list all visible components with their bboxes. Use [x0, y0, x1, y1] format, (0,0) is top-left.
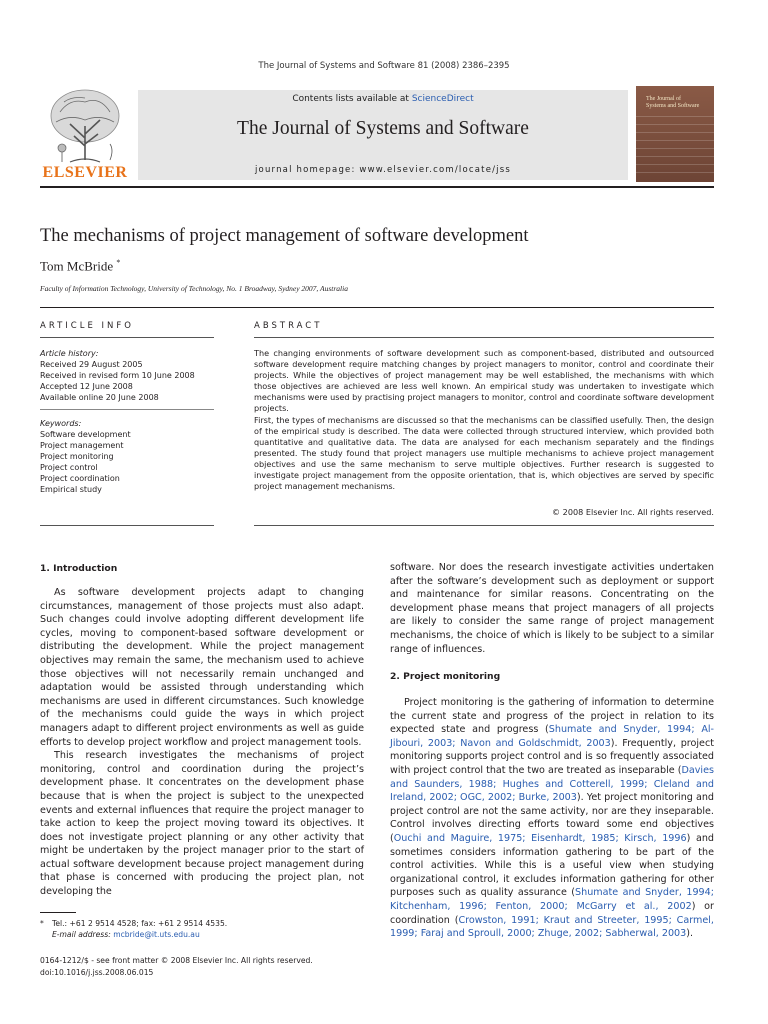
email-label: E-mail address: [52, 930, 114, 939]
article-info-heading: ARTICLE INFO [40, 321, 134, 331]
body-paragraph: software. Nor does the research investigate activities undertaken after the software’s development such as deployment or support and maintenance for similar reasons. Concentrating on the development phase means that project managers of all projects are likely to consider the same range of project management mechanisms, the choice of which is likely to be subject to a similar range of influences. [390, 562, 714, 655]
keywords-label: Keywords: [40, 419, 82, 428]
citation-link[interactable]: Davies and Saunders, 1988; Hughes and Cotterell, 1999; Cleland and Ireland, 2002; OGC, 2002; Burke, 2003 [390, 764, 714, 804]
cover-stripe [636, 132, 714, 133]
author-footnote-mark[interactable]: * [116, 258, 121, 267]
body-text: Project monitoring is the gathering of information to determine the current state and progress of the project in relation to its expected state and progress ( [390, 697, 714, 736]
keyword-item: Project management [40, 441, 124, 450]
abstract-heading: ABSTRACT [254, 321, 323, 331]
paper-title: The mechanisms of project management of software development [40, 226, 529, 246]
footnote-rule [40, 912, 76, 913]
footnote-contact [40, 918, 227, 929]
divider [40, 337, 214, 338]
divider [254, 337, 714, 338]
divider [40, 409, 214, 410]
history-item: Received in revised form 10 June 2008 [40, 371, 195, 380]
author-name: Tom McBride [40, 258, 114, 274]
introduction-continued [390, 561, 714, 656]
body-paragraph: As software development projects adapt to changing circumstances, management of those projects must also adapt. Such changes could involve adopting different development life cycles, moving to component-based software development or distributing the development. While the project management objectives may remain the same, the mechanism used to achieve those objectives will not necessarily remain unchanged and adaptation would be assisted through understanding which mechanisms are used in different circumstances. Such knowledge of the mechanisms could guide the ways in which project managers adapt to different project environments as well as guide efforts to develop project workflow and project management tools. [40, 587, 364, 748]
journal-header-banner [138, 90, 628, 180]
body-text: ) and sometimes considers information gathering to be part of the control activities. While this is a useful view when studying organizational control, it excludes information gathering for other purposes such as quality assurance ( [390, 832, 714, 899]
body-text: ) or coordination ( [390, 900, 714, 926]
cover-title-line: Systems and Software [646, 103, 700, 109]
author-line [40, 258, 120, 274]
cover-stripe [636, 164, 714, 165]
elsevier-wordmark: ELSEVIER [42, 164, 128, 181]
author-footnote [40, 918, 227, 940]
citation-link[interactable]: Shumate and Snyder, 1994; Al-Jibouri, 2003; Navon and Goldschmidt, 2003 [390, 724, 715, 749]
citation-link[interactable]: Crowston, 1991; Kraut and Streeter, 1995; Carmel, 1999; Faraj and Sproull, 2000; Zhuge, 2002; Sabherwal, 2003 [390, 914, 714, 940]
abstract-body [254, 348, 714, 492]
history-item: Received 29 August 2005 [40, 360, 143, 369]
cover-title [646, 96, 699, 110]
citation-link[interactable]: Ouchi and Maguire, 1975; Eisenhardt, 1985; Kirsch, 1996 [393, 832, 687, 844]
body-text: ). Frequently, project monitoring supports project control and is so frequently associated with project control that the two are treated as inseparable ( [390, 737, 714, 776]
cover-stripe [636, 172, 714, 173]
header-rule [40, 186, 714, 188]
contents-prefix: Contents lists available at [292, 94, 412, 104]
cover-title-line: The Journal of [646, 96, 681, 102]
keyword-item: Project control [40, 463, 98, 472]
introduction-body [40, 586, 364, 899]
cover-stripe [636, 124, 714, 125]
front-matter-doi[interactable]: doi:10.1016/j.jss.2008.06.015 [40, 967, 154, 977]
keywords [40, 418, 214, 495]
abstract-copyright: © 2008 Elsevier Inc. All rights reserved. [552, 507, 714, 517]
keyword-item: Project monitoring [40, 452, 114, 461]
divider [40, 307, 714, 308]
footnote-email-line [40, 929, 227, 940]
history-item: Accepted 12 June 2008 [40, 382, 133, 391]
abstract-paragraph: The changing environments of software development such as component-based, distributed and outsourced software development require matching changes by project managers to monitor, control and coordinate their projects. While the objectives of project management may be well established, the mechanisms with which those objectives are achieved are less well known. An empirical study was undertaken to investigate which mechanisms were used by practising project managers to monitor, control and coordinate software development projects. [254, 348, 714, 414]
section-heading-project-monitoring: 2. Project monitoring [390, 671, 501, 682]
cover-stripe [636, 116, 714, 117]
sciencedirect-link[interactable]: ScienceDirect [411, 94, 474, 104]
front-matter-issn: 0164-1212/$ - see front matter © 2008 Elsevier Inc. All rights reserved. [40, 956, 313, 965]
journal-citation: The Journal of Systems and Software 81 (2008) 2386–2395 [258, 61, 510, 71]
footnote-phone: Tel.: +61 2 9514 4528; fax: +61 2 9514 4535. [52, 919, 228, 928]
keyword-item: Empirical study [40, 485, 102, 494]
keyword-item: Software development [40, 430, 131, 439]
journal-homepage[interactable]: journal homepage: www.elsevier.com/locate/jss [254, 165, 512, 175]
front-matter [40, 955, 313, 978]
keyword-item: Project coordination [40, 474, 120, 483]
contents-line [138, 94, 628, 104]
history-item: Available online 20 June 2008 [40, 393, 159, 402]
cover-stripe [636, 140, 714, 141]
article-history-label: Article history: [40, 349, 99, 358]
body-text: ). [686, 928, 694, 940]
footnote-mark: * [40, 919, 44, 928]
cover-stripe [636, 156, 714, 157]
body-paragraph: This research investigates the mechanisms of project monitoring, control and coordination during the project’s development phase. It concentrates on the development phase because that is when the project is subject to the unexpected events and external influences that require the project manager to take action to keep the project moving toward its objectives. It does not investigate project planning or any other activity that might be undertaken by the project manager prior to the start of actual software development because project management during that phase is concerned with producing the project plan, not developing the [40, 750, 364, 898]
abstract-paragraph: First, the types of mechanisms are discussed so that the mechanisms can be classified usefully. Then, the design of the empirical study is described. The data were collected through structured interview, which provided both quantitative and qualitative data. The data are analysed for each mechanism separately and the findings presented. The study found that project managers use multiple mechanisms to achieve project management objectives and use the same mechanism to serve multiple objectives. Further research is suggested to investigate project management from the opposite orientation, that is, which objectives are served by specific project management mechanisms. [254, 414, 714, 492]
cover-stripe [636, 148, 714, 149]
journal-cover-image [636, 86, 714, 182]
author-affiliation: Faculty of Information Technology, University of Technology, No. 1 Broadway, Sydney 2007, Australia [40, 284, 348, 293]
divider [40, 525, 214, 526]
article-history [40, 348, 214, 403]
citation-link[interactable]: Shumate and Snyder, 1994; Kitchenham, 1996; Fenton, 2000; McGarry et al., 2002 [390, 887, 714, 912]
divider [254, 525, 714, 526]
body-paragraph [390, 696, 714, 941]
section-heading-introduction: 1. Introduction [40, 563, 118, 574]
project-monitoring-body [390, 696, 714, 941]
journal-title: The Journal of Systems and Software [237, 118, 529, 139]
email-link[interactable]: mcbride@it.uts.edu.au [113, 930, 200, 939]
body-text: ). Yet project monitoring and project control are not the same activity, nor are they inseparable. Control involves directing efforts toward some end objectives ( [390, 792, 714, 844]
